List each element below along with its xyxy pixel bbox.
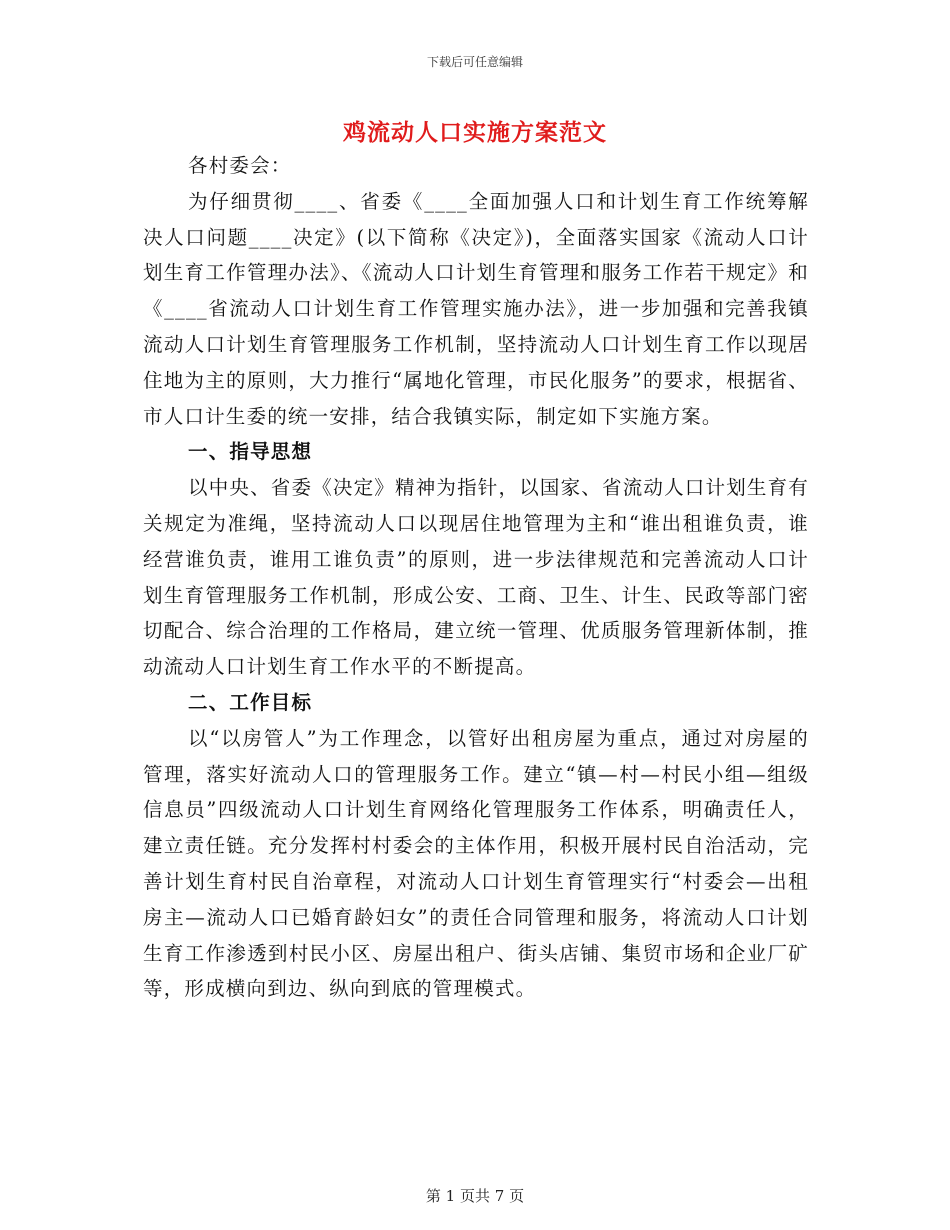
page-number: 第 1 页共 7 页: [425, 1187, 525, 1205]
section-body-guiding-ideology: 以中央、省委《决定》精神为指针，以国家、省流动人口计划生育有关规定为准绳，坚持流动人口以现居住地管理为主和“谁出租谁负责，谁经营谁负责，谁用工谁负责”的原则，进一步法律规范和完善流动人口计划生育管理服务工作机制，形成公安、工商、卫生、计生、民政等部门密切配合、综合治理的工作格局，建立统一管理、优质服务管理新体制，推动流动人口计划生育工作水平的不断提高。: [143, 476, 810, 679]
document-title: 鸡流动人口实施方案范文: [343, 119, 607, 146]
intro-paragraph: 为仔细贯彻____、省委《____全面加强人口和计划生育工作统筹解决人口问题____决定》(以下简称《决定》)，全面落实国家《流动人口计划生育工作管理办法》、《流动人口计划生育管理和服务工作若干规定》和《____省流动人口计划生育工作管理实施办法》，进一步加强和完善我镇流动人口计划生育管理服务工作机制，坚持流动人口计划生育工作以现居住地为主的原则，大力推行“属地化管理，市民化服务”的要求，根据省、市人口计生委的统一安排，结合我镇实际，制定如下实施方案。: [143, 189, 809, 428]
section-heading-work-goals: 二、工作目标: [188, 690, 313, 714]
section-body-work-goals: 以“以房管人”为工作理念，以管好出租房屋为重点，通过对房屋的管理，落实好流动人口的管理服务工作。建立“镇—村—村民小组—组级信息员”四级流动人口计划生育网络化管理服务工作体系，明确责任人，建立责任链。充分发挥村村委会的主体作用，积极开展村民自治活动，完善计划生育村民自治章程，对流动人口计划生育管理实行“村委会—出租房主—流动人口已婚育龄妇女”的责任合同管理和服务，将流动人口计划生育工作渗透到村民小区、房屋出租户、街头店铺、集贸市场和企业厂矿等，形成横向到边、纵向到底的管理模式。: [143, 726, 809, 1001]
page-header-note: 下载后可任意编辑: [426, 55, 523, 69]
section-heading-guiding-ideology: 一、指导思想: [188, 440, 313, 464]
document-body: [143, 148, 809, 1007]
salutation: 各村委会：: [188, 154, 292, 177]
